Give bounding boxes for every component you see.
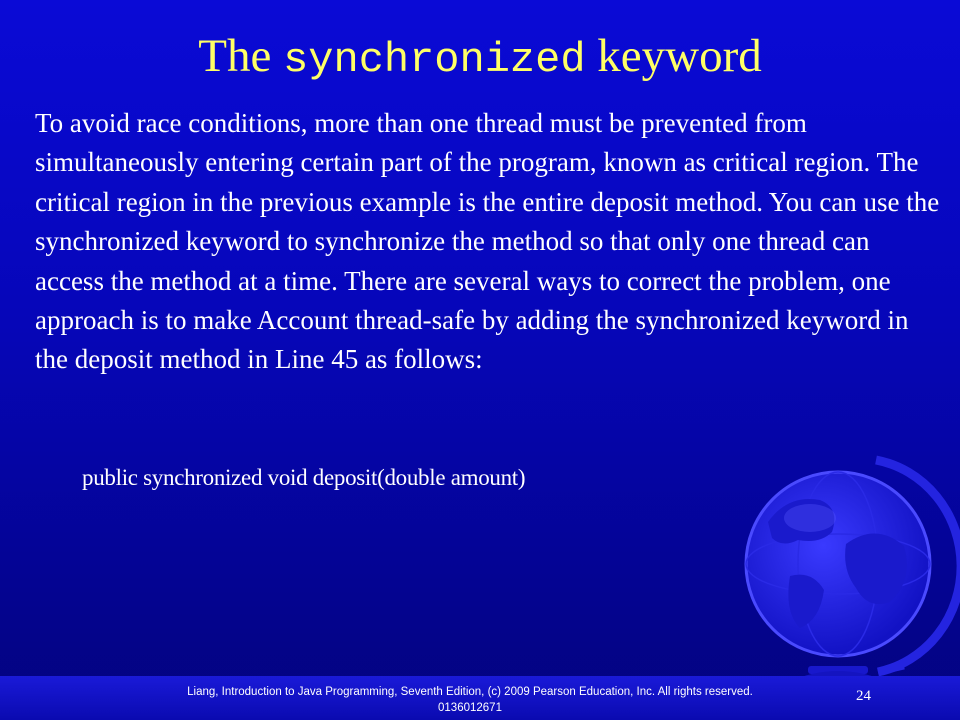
title-suffix: keyword: [585, 30, 762, 82]
title-code-keyword: synchronized: [283, 36, 586, 84]
code-example: public synchronized void deposit(double amount): [82, 465, 526, 490]
footer-citation: Liang, Introduction to Java Programming, Seventh Edition, (c) 2009 Pearson Education, Inc. All rights reserved. 0136012671: [187, 686, 753, 714]
page-number: 24: [856, 688, 871, 704]
globe-icon: [728, 452, 960, 682]
title-prefix: The: [198, 30, 284, 82]
body-paragraph: To avoid race conditions, more than one thread must be prevented from simultaneously entering certain part of the program, known as critical region. The critical region in the previous example is the entire deposit method. You can use the synchronized keyword to synchronize the method so that only one thread can access the method at a time. There are several ways to correct the problem, one approach is to make Account thread-safe by adding the synchronized keyword in the deposit method in Line 45 as follows:: [35, 108, 940, 375]
slide-title: [0, 26, 960, 90]
